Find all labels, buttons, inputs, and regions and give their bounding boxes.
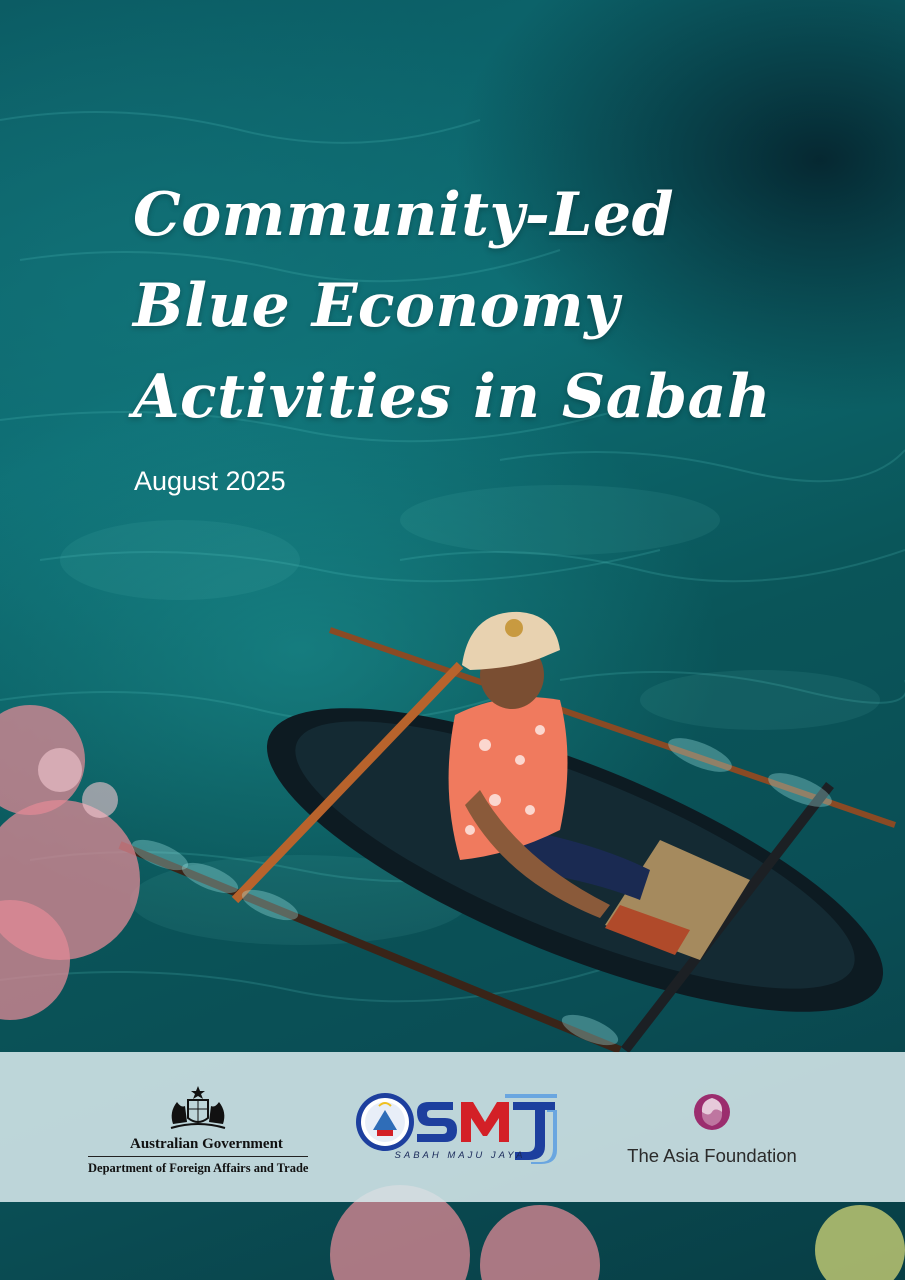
dfat-department-label: Department of Foreign Affairs and Trade bbox=[88, 1161, 309, 1175]
title-line-2: Blue Economy bbox=[133, 271, 620, 341]
asia-foundation-logo bbox=[612, 1093, 812, 1167]
asia-foundation-name: The Asia Foundation bbox=[627, 1145, 797, 1166]
sabah-maju-jaya-logo bbox=[355, 1086, 560, 1168]
dfat-government-label: Australian Government bbox=[130, 1136, 283, 1152]
report-title bbox=[133, 170, 771, 443]
asia-foundation-swirl-icon bbox=[693, 1093, 731, 1131]
title-line-1: Community-Led bbox=[133, 180, 675, 250]
coat-of-arms-icon bbox=[163, 1084, 233, 1134]
dfat-divider bbox=[88, 1156, 308, 1157]
report-date: August 2025 bbox=[134, 466, 286, 496]
title-line-3: Activities in Sabah bbox=[133, 362, 772, 432]
smj-tagline: SABAH MAJU JAYA bbox=[394, 1150, 526, 1161]
dfat-logo bbox=[88, 1084, 308, 1176]
